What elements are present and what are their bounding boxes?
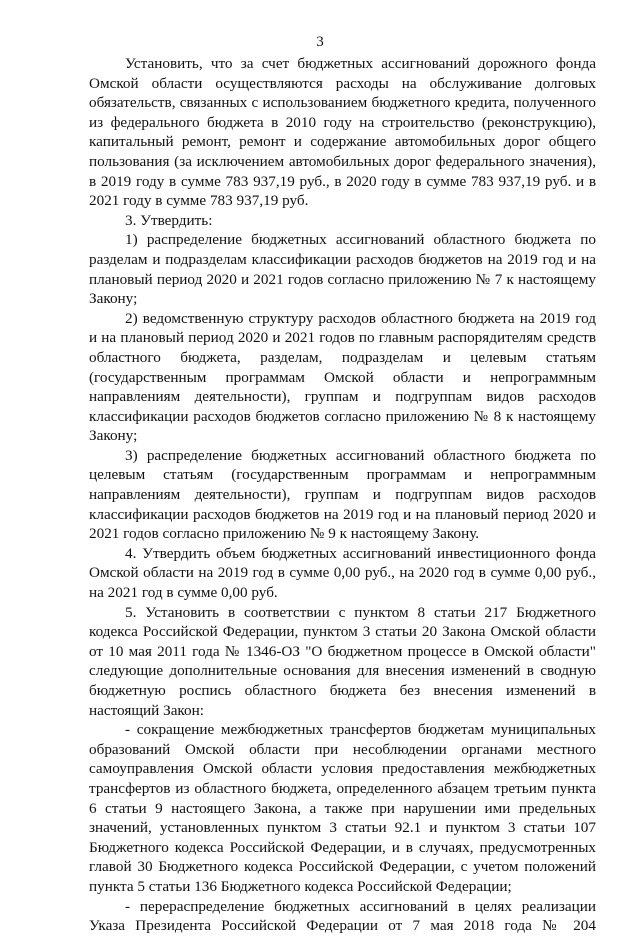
page-number: 3: [316, 34, 324, 50]
paragraph-item-3-3: 3) распределение бюджетных ассигнований областного бюджета по целевым статьям (государственным программам и непрограммным направлениям деятельности), группам и подгруппам видов расходов классификации расходов бюджетов на 2019 год и на плановый период 2020 и 2021 годов согласно приложению № 9 к настоящему Закону.: [89, 446, 596, 543]
document-body: [89, 54, 596, 936]
paragraph-item-5-bullet-1: - сокращение межбюджетных трансфертов бюджетам муниципальных образований Омской области при несоблюдении органами местного самоуправления Омской области условия предоставления межбюджетных трансфертов из областного бюджета, определенного абзацем третьим пункта 6 статьи 9 настоящего Закона, а также при нарушении ими предельных значений, установленных пунктом 3 статьи 92.1 и пунктом 3 статьи 107 Бюджетного кодекса Российской Федерации, и в случаях, предусмотренных главой 30 Бюджетного кодекса Российской Федерации, с учетом положений пункта 5 статьи 136 Бюджетного кодекса Российской Федерации;: [89, 721, 596, 895]
paragraph-item-4: 4. Утвердить объем бюджетных ассигнований инвестиционного фонда Омской области на 2019 год в сумме 0,00 руб., на 2020 год в сумме 0,00 руб., на 2021 год в сумме 0,00 руб.: [89, 544, 596, 602]
paragraph-item-3-heading: 3. Утвердить:: [125, 211, 213, 229]
paragraph-item-5-bullet-2: - перераспределение бюджетных ассигнований в целях реализации Указа Президента Российской Федерации от 7 мая 2018 года № 204: [89, 897, 596, 935]
paragraph-item-5: 5. Установить в соответствии с пунктом 8 статьи 217 Бюджетного кодекса Российской Федерации, пунктом 3 статьи 20 Закона Омской области от 10 мая 2011 года № 1346-ОЗ "О бюджетном процессе в Омской области" следующие дополнительные основания для внесения изменений в сводную бюджетную роспись областного бюджета без внесения изменений в настоящий Закон:: [89, 603, 596, 719]
paragraph-item-3-1: 1) распределение бюджетных ассигнований областного бюджета по разделам и подразделам классификации расходов бюджетов на 2019 год и на плановый период 2020 и 2021 годов согласно приложению № 7 к настоящему Закону;: [89, 231, 596, 308]
paragraph-item-3-2: 2) ведомственную структуру расходов областного бюджета на 2019 год и на плановый период 2020 и 2021 годов по главным распорядителям средств областного бюджета, разделам, подразделам и целевым статьям (государственным программам Омской области и непрограммным направлениям деятельности), группам и подгруппам видов расходов классификации расходов бюджетов согласно приложению № 8 к настоящему Закону;: [89, 309, 596, 445]
paragraph-road-fund: Установить, что за счет бюджетных ассигнований дорожного фонда Омской области осуществляются расходы на обслуживание долговых обязательств, связанных с использованием бюджетного кредита, полученного из федерального бюджета в 2010 году на строительство (реконструкцию), капитальный ремонт, ремонт и содержание автомобильных дорог общего пользования (за исключением автомобильных дорог федерального значения), в 2019 году в сумме 783 937,19 руб., в 2020 году в сумме 783 937,19 руб. и в 2021 году в сумме 783 937,19 руб.: [89, 55, 596, 210]
